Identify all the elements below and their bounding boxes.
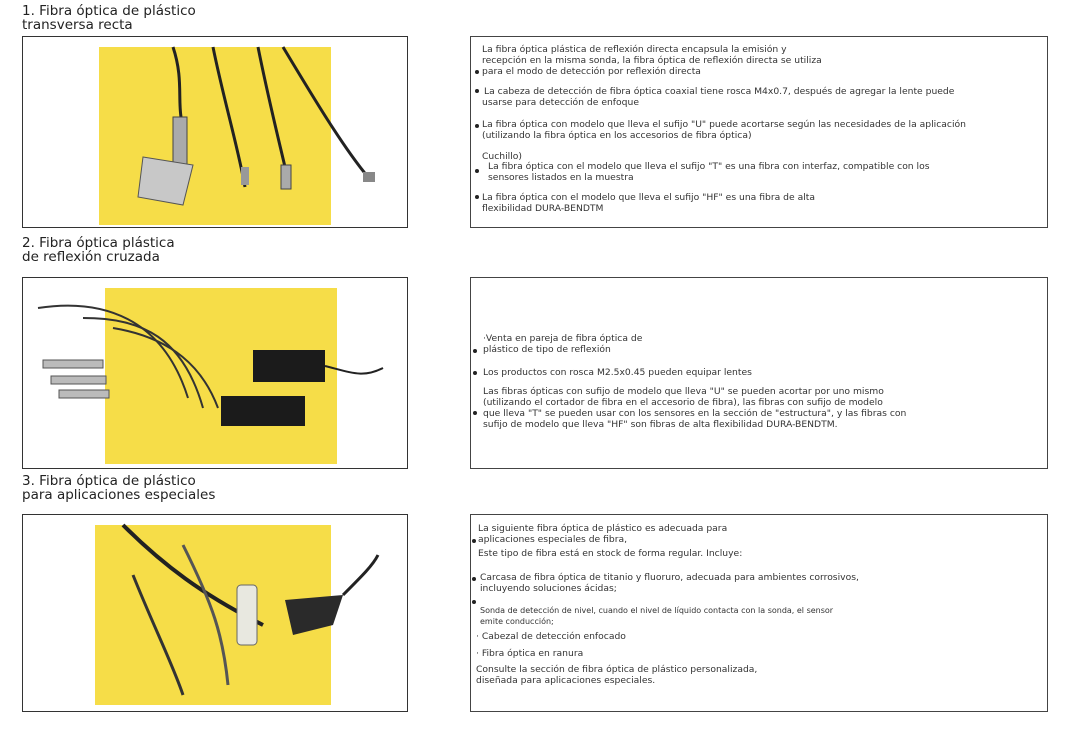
- desc-line: · Cabezal de detección enfocado: [476, 631, 626, 642]
- desc-line: usarse para detección de enfoque: [482, 97, 639, 108]
- desc-line: plástico de tipo de reflexión: [483, 344, 611, 355]
- bullet-icon: [473, 371, 477, 375]
- bullet-icon: [473, 411, 477, 415]
- section-2-description: [470, 277, 1048, 469]
- section-2-image: [22, 277, 408, 469]
- desc-line: (utilizando la fibra óptica en los accesorios de fibra óptica): [482, 130, 752, 141]
- desc-line: flexibilidad DURA-BENDTM: [482, 203, 604, 214]
- desc-line: recepción en la misma sonda, la fibra óptica de reflexión directa se utiliza: [482, 55, 822, 66]
- bullet-icon: [472, 577, 476, 581]
- desc-line: emite conducción;: [480, 617, 554, 626]
- bullet-icon: [472, 539, 476, 543]
- desc-line: La fibra óptica con el modelo que lleva el sufijo "T" es una fibra con interfaz, compatible con los: [488, 161, 930, 172]
- fiber-product-illustration-2: [23, 278, 407, 468]
- desc-line: Este tipo de fibra está en stock de forma regular. Incluye:: [478, 548, 743, 559]
- fiber-product-illustration-1: [23, 37, 407, 227]
- desc-line: La fibra óptica con el modelo que lleva el sufijo "HF" es una fibra de alta: [482, 192, 815, 203]
- desc-line: sensores listados en la muestra: [488, 172, 634, 183]
- bullet-icon: [472, 600, 476, 604]
- desc-line: incluyendo soluciones ácidas;: [480, 583, 617, 594]
- fiber-product-illustration-3: [23, 515, 407, 711]
- desc-line: La siguiente fibra óptica de plástico es adecuada para: [478, 523, 728, 534]
- section-1-image: [22, 36, 408, 228]
- desc-line: sufijo de modelo que lleva "HF" son fibras de alta flexibilidad DURA-BENDTM.: [483, 419, 838, 430]
- desc-line: para el modo de detección por reflexión directa: [482, 66, 701, 77]
- desc-line: Sonda de detección de nivel, cuando el nivel de líquido contacta con la sonda, el sensor: [480, 606, 834, 615]
- desc-line: · Fibra óptica en ranura: [476, 648, 584, 659]
- bullet-icon: [475, 195, 479, 199]
- desc-line: Carcasa de fibra óptica de titanio y fluoruro, adecuada para ambientes corrosivos,: [480, 572, 859, 583]
- desc-line: La cabeza de detección de fibra óptica coaxial tiene rosca M4x0.7, después de agregar la lente puede: [484, 86, 955, 97]
- desc-line: diseñada para aplicaciones especiales.: [476, 675, 656, 686]
- bullet-icon: [475, 124, 479, 128]
- desc-line: Cuchillo): [482, 151, 522, 162]
- desc-line: La fibra óptica plástica de reflexión directa encapsula la emisión y: [482, 44, 787, 55]
- section-3-image: [22, 514, 408, 712]
- bullet-icon: [475, 169, 479, 173]
- desc-line: Consulte la sección de fibra óptica de plástico personalizada,: [476, 664, 758, 675]
- desc-line: que lleva "T" se pueden usar con los sensores en la sección de "estructura", y las fibras con: [483, 408, 907, 419]
- section-2-title: 2. Fibra óptica plástica de reflexión cruzada: [22, 235, 175, 265]
- desc-line: (utilizando el cortador de fibra en el accesorio de fibra), las fibras con sufijo de modelo: [483, 397, 883, 408]
- desc-line: Los productos con rosca M2.5x0.45 pueden equipar lentes: [483, 367, 752, 378]
- desc-line: Las fibras ópticas con sufijo de modelo que lleva "U" se pueden acortar por uno mismo: [483, 386, 884, 397]
- section-3-description: [470, 514, 1048, 712]
- section-1-title: 1. Fibra óptica de plástico transversa recta: [22, 3, 196, 33]
- bullet-icon: [473, 349, 477, 353]
- bullet-icon: [475, 70, 479, 74]
- desc-line: La fibra óptica con modelo que lleva el sufijo "U" puede acortarse según las necesidades de la aplicación: [482, 119, 966, 130]
- desc-line: aplicaciones especiales de fibra,: [478, 534, 628, 545]
- section-1-description: [470, 36, 1048, 228]
- bullet-icon: [475, 89, 479, 93]
- desc-line: ·Venta en pareja de fibra óptica de: [483, 333, 643, 344]
- section-3-title: 3. Fibra óptica de plástico para aplicaciones especiales: [22, 473, 216, 503]
